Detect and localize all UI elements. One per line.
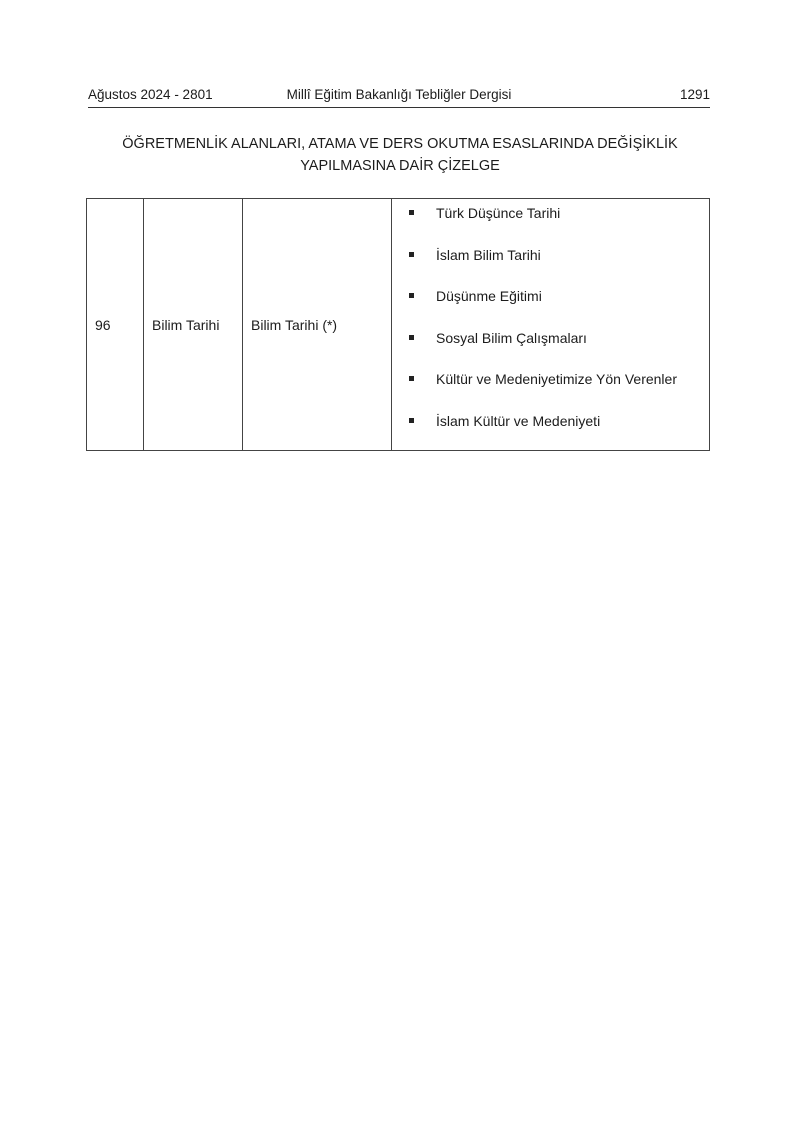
header-divider: [88, 107, 710, 108]
course-list: [400, 199, 709, 450]
journal-title: Millî Eğitim Bakanlığı Tebliğler Dergisi: [286, 87, 512, 102]
issue-date: Ağustos 2024 - 2801: [88, 87, 213, 102]
row-number-cell: 96: [87, 199, 144, 451]
field-cell: Bilim Tarihi: [144, 199, 243, 451]
square-bullet-icon: [409, 252, 414, 257]
list-item: [400, 284, 709, 326]
course-name: Kültür ve Medeniyetimize Yön Verenler: [436, 371, 677, 387]
list-item: [400, 201, 709, 243]
assignment-table: [86, 198, 710, 451]
square-bullet-icon: [409, 210, 414, 215]
page-number: 1291: [679, 87, 710, 102]
list-item: [400, 409, 709, 451]
page-header: [88, 87, 710, 109]
title-line-2: YAPILMASINA DAİR ÇİZELGE: [300, 158, 500, 174]
list-item: [400, 367, 709, 409]
square-bullet-icon: [409, 418, 414, 423]
square-bullet-icon: [409, 293, 414, 298]
course-name: İslam Bilim Tarihi: [436, 246, 541, 263]
courses-list-cell: [392, 199, 710, 451]
square-bullet-icon: [409, 335, 414, 340]
title-line-1: ÖĞRETMENLİK ALANLARI, ATAMA VE DERS OKUTMA ESASLARINDA DEĞİŞİKLİK: [122, 136, 678, 152]
course-name: Sosyal Bilim Çalışmaları: [436, 329, 587, 346]
list-item: [400, 243, 709, 285]
square-bullet-icon: [409, 376, 414, 381]
course-name: Düşünme Eğitimi: [436, 288, 542, 304]
course-name: Türk Düşünce Tarihi: [436, 205, 561, 221]
document-title: [60, 133, 740, 177]
table-row: [87, 199, 710, 451]
course-name: İslam Kültür ve Medeniyeti: [436, 412, 601, 429]
list-item: [400, 326, 709, 368]
course-cell: Bilim Tarihi (*): [243, 199, 392, 451]
